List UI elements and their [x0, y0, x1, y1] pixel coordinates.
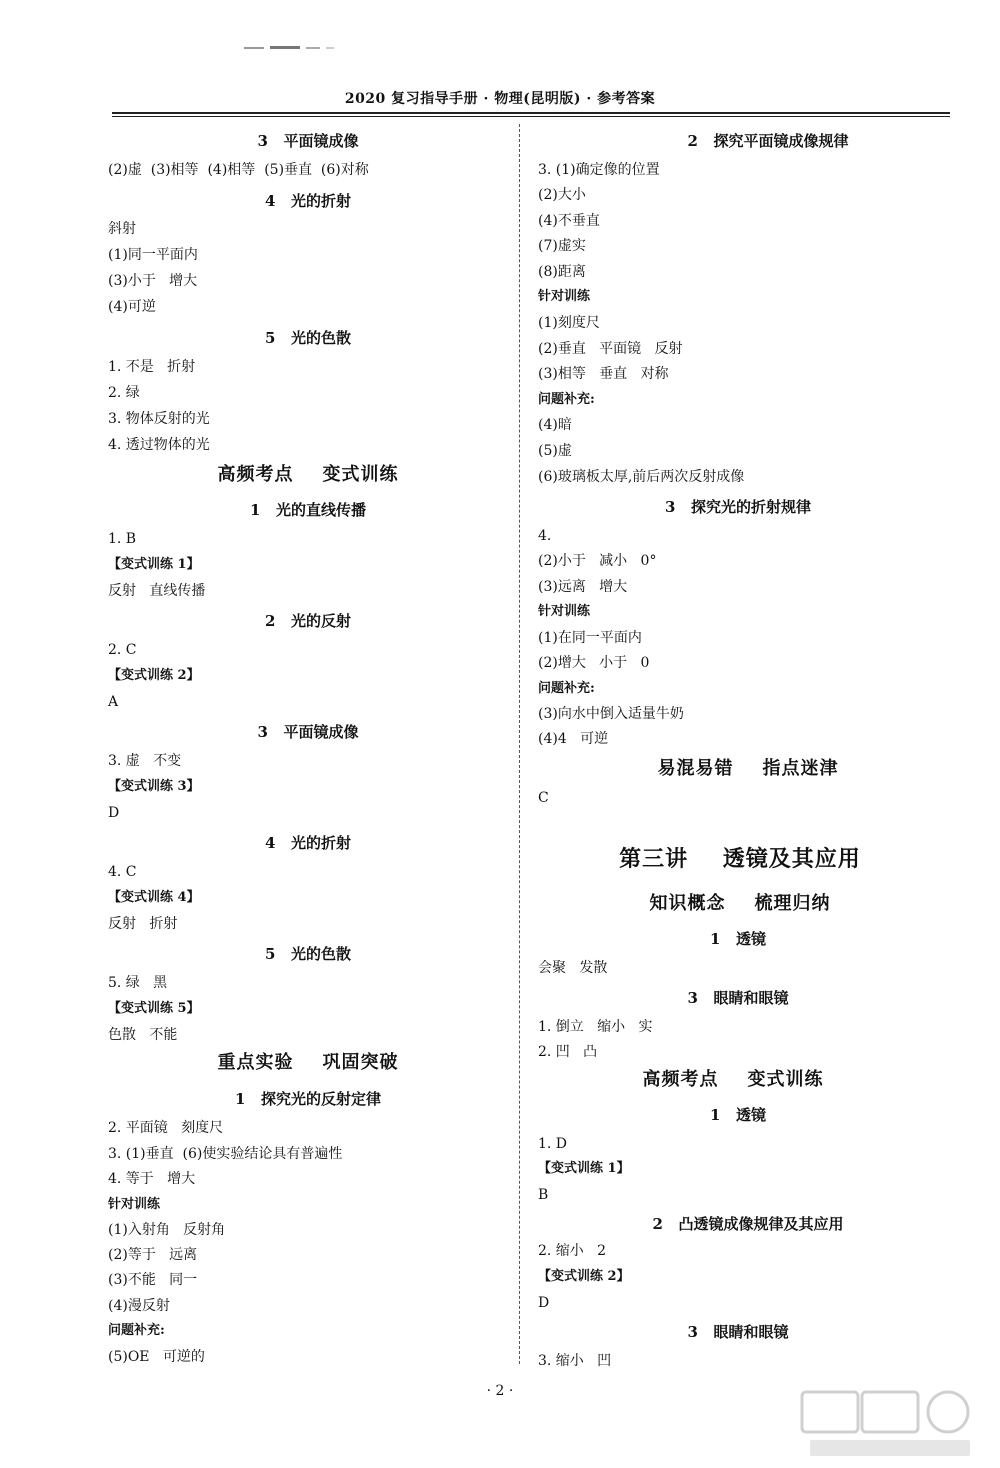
answer-line: (1)刻度尺	[538, 315, 600, 331]
answer-line: (4)可逆	[108, 299, 156, 315]
section-title: 5 光的色散	[264, 329, 352, 347]
answer-line: (6)玻璃板太厚,前后两次反射成像	[538, 469, 745, 485]
answer-line: 3. 物体反射的光	[108, 411, 210, 427]
watermark-logo	[800, 1390, 980, 1460]
answer-line: 4.	[538, 528, 552, 544]
page-header: 2020 复习指导手册 · 物理(昆明版) · 参考答案	[344, 91, 656, 107]
exercise-label: 问题补充:	[538, 681, 595, 696]
section-title: 3 探究光的折射规律	[664, 498, 812, 516]
answer-line: (5)虚	[538, 443, 572, 459]
answer-line: 会聚 发散	[538, 960, 608, 976]
header-rule	[112, 112, 950, 114]
exercise-label: 【变式训练 3】	[108, 779, 200, 794]
section-title: 5 光的色散	[264, 945, 352, 963]
answer-line: (4)漫反射	[108, 1298, 170, 1314]
answer-line: (2)等于 远离	[108, 1247, 198, 1263]
answer-line: 1. 不是 折射	[108, 359, 196, 375]
answer-line: (4)4 可逆	[538, 731, 609, 747]
answer-line: 1. D	[538, 1136, 568, 1152]
answer-line: (2)虚 (3)相等 (4)相等 (5)垂直 (6)对称	[108, 162, 369, 178]
answer-line: (3)向水中倒入适量牛奶	[538, 706, 684, 722]
answer-line: (3)小于 增大	[108, 273, 198, 289]
answer-line: (3)相等 垂直 对称	[538, 366, 669, 382]
answer-line: A	[108, 694, 119, 710]
answer-line: 反射 折射	[108, 916, 178, 932]
exercise-label: 针对训练	[538, 604, 591, 619]
answer-line: 斜射	[108, 221, 136, 237]
answer-line: 3. 虚 不变	[108, 753, 182, 769]
exercise-label: 【变式训练 2】	[108, 668, 200, 683]
exercise-label: 问题补充:	[538, 392, 595, 407]
exercise-label: 针对训练	[538, 289, 591, 304]
section-title: 3 平面镜成像	[257, 723, 359, 741]
answer-line: 3. (1)确定像的位置	[538, 162, 660, 178]
answer-line: (3)不能 同一	[108, 1272, 198, 1288]
section-title: 1 光的直线传播	[249, 501, 367, 519]
answer-line: (2)大小	[538, 187, 586, 203]
section-title: 2 探究平面镜成像规律	[687, 132, 849, 150]
column-divider	[519, 124, 520, 1364]
answer-line: 2. 缩小 2	[538, 1243, 607, 1259]
answer-line: 5. 绿 黑	[108, 975, 168, 991]
answer-line: 2. 凹 凸	[538, 1044, 598, 1060]
answer-line: 1. 倒立 缩小 实	[538, 1019, 653, 1035]
answer-line: 2. 平面镜 刻度尺	[108, 1120, 224, 1136]
exercise-label: 【变式训练 5】	[108, 1001, 200, 1016]
section-heading: 重点实验 巩固突破	[217, 1052, 399, 1073]
section-heading: 易混易错 指点迷津	[657, 758, 839, 779]
answer-line: 4. 等于 增大	[108, 1171, 196, 1187]
exercise-label: 【变式训练 2】	[538, 1269, 630, 1284]
answer-line: (3)远离 增大	[538, 579, 628, 595]
section-heading: 知识概念 梳理归纳	[649, 893, 831, 914]
answer-line: (1)同一平面内	[108, 247, 198, 263]
section-title: 2 光的反射	[264, 612, 352, 630]
exercise-label: 【变式训练 4】	[108, 890, 200, 905]
answer-line: (5)OE 可逆的	[108, 1349, 205, 1365]
answer-line: B	[538, 1187, 549, 1203]
answer-line: (2)增大 小于 0	[538, 655, 650, 671]
section-title: 4 光的折射	[264, 834, 352, 852]
answer-line: 2. C	[108, 642, 137, 658]
section-title: 1 探究光的反射定律	[234, 1090, 382, 1108]
answer-line: (2)垂直 平面镜 反射	[538, 341, 683, 357]
section-title: 3 平面镜成像	[257, 132, 359, 150]
answer-line: D	[108, 805, 120, 821]
section-title: 1 透镜	[709, 1106, 767, 1124]
answer-line: (4)暗	[538, 417, 572, 433]
section-title: 1 透镜	[709, 930, 767, 948]
answer-line: (4)不垂直	[538, 213, 600, 229]
exercise-label: 【变式训练 1】	[108, 557, 200, 572]
exercise-label: 问题补充:	[108, 1323, 165, 1338]
answer-line: (7)虚实	[538, 238, 586, 254]
section-heading: 高频考点 变式训练	[217, 464, 399, 485]
answer-line: 2. 绿	[108, 385, 140, 401]
answer-line: 反射 直线传播	[108, 583, 206, 599]
section-title: 2 凸透镜成像规律及其应用	[652, 1215, 844, 1233]
answer-line: D	[538, 1295, 550, 1311]
answer-line: 3. (1)垂直 (6)使实验结论具有普遍性	[108, 1146, 343, 1162]
section-title: 3 眼睛和眼镜	[687, 1323, 789, 1341]
answer-line: (1)在同一平面内	[538, 630, 642, 646]
answer-line: (8)距离	[538, 264, 586, 280]
answer-line: (2)小于 减小 0°	[538, 553, 657, 569]
answer-line: 4. 透过物体的光	[108, 437, 210, 453]
answer-line: 1. B	[108, 531, 137, 547]
answer-line: C	[538, 790, 549, 806]
exercise-label: 针对训练	[108, 1197, 161, 1212]
answer-line: (1)入射角 反射角	[108, 1222, 226, 1238]
page-number: · 2 ·	[486, 1383, 514, 1399]
section-heading: 高频考点 变式训练	[642, 1069, 824, 1090]
faint-watermark	[300, 860, 332, 942]
lecture-title: 第三讲 透镜及其应用	[619, 846, 861, 872]
exercise-label: 【变式训练 1】	[538, 1161, 630, 1176]
section-title: 3 眼睛和眼镜	[687, 989, 789, 1007]
answer-line: 3. 缩小 凹	[538, 1353, 612, 1369]
scan-smudge	[244, 36, 336, 42]
header-rule-thin	[112, 116, 950, 117]
section-title: 4 光的折射	[264, 192, 352, 210]
answer-line: 色散 不能	[108, 1027, 178, 1043]
answer-line: 4. C	[108, 864, 137, 880]
